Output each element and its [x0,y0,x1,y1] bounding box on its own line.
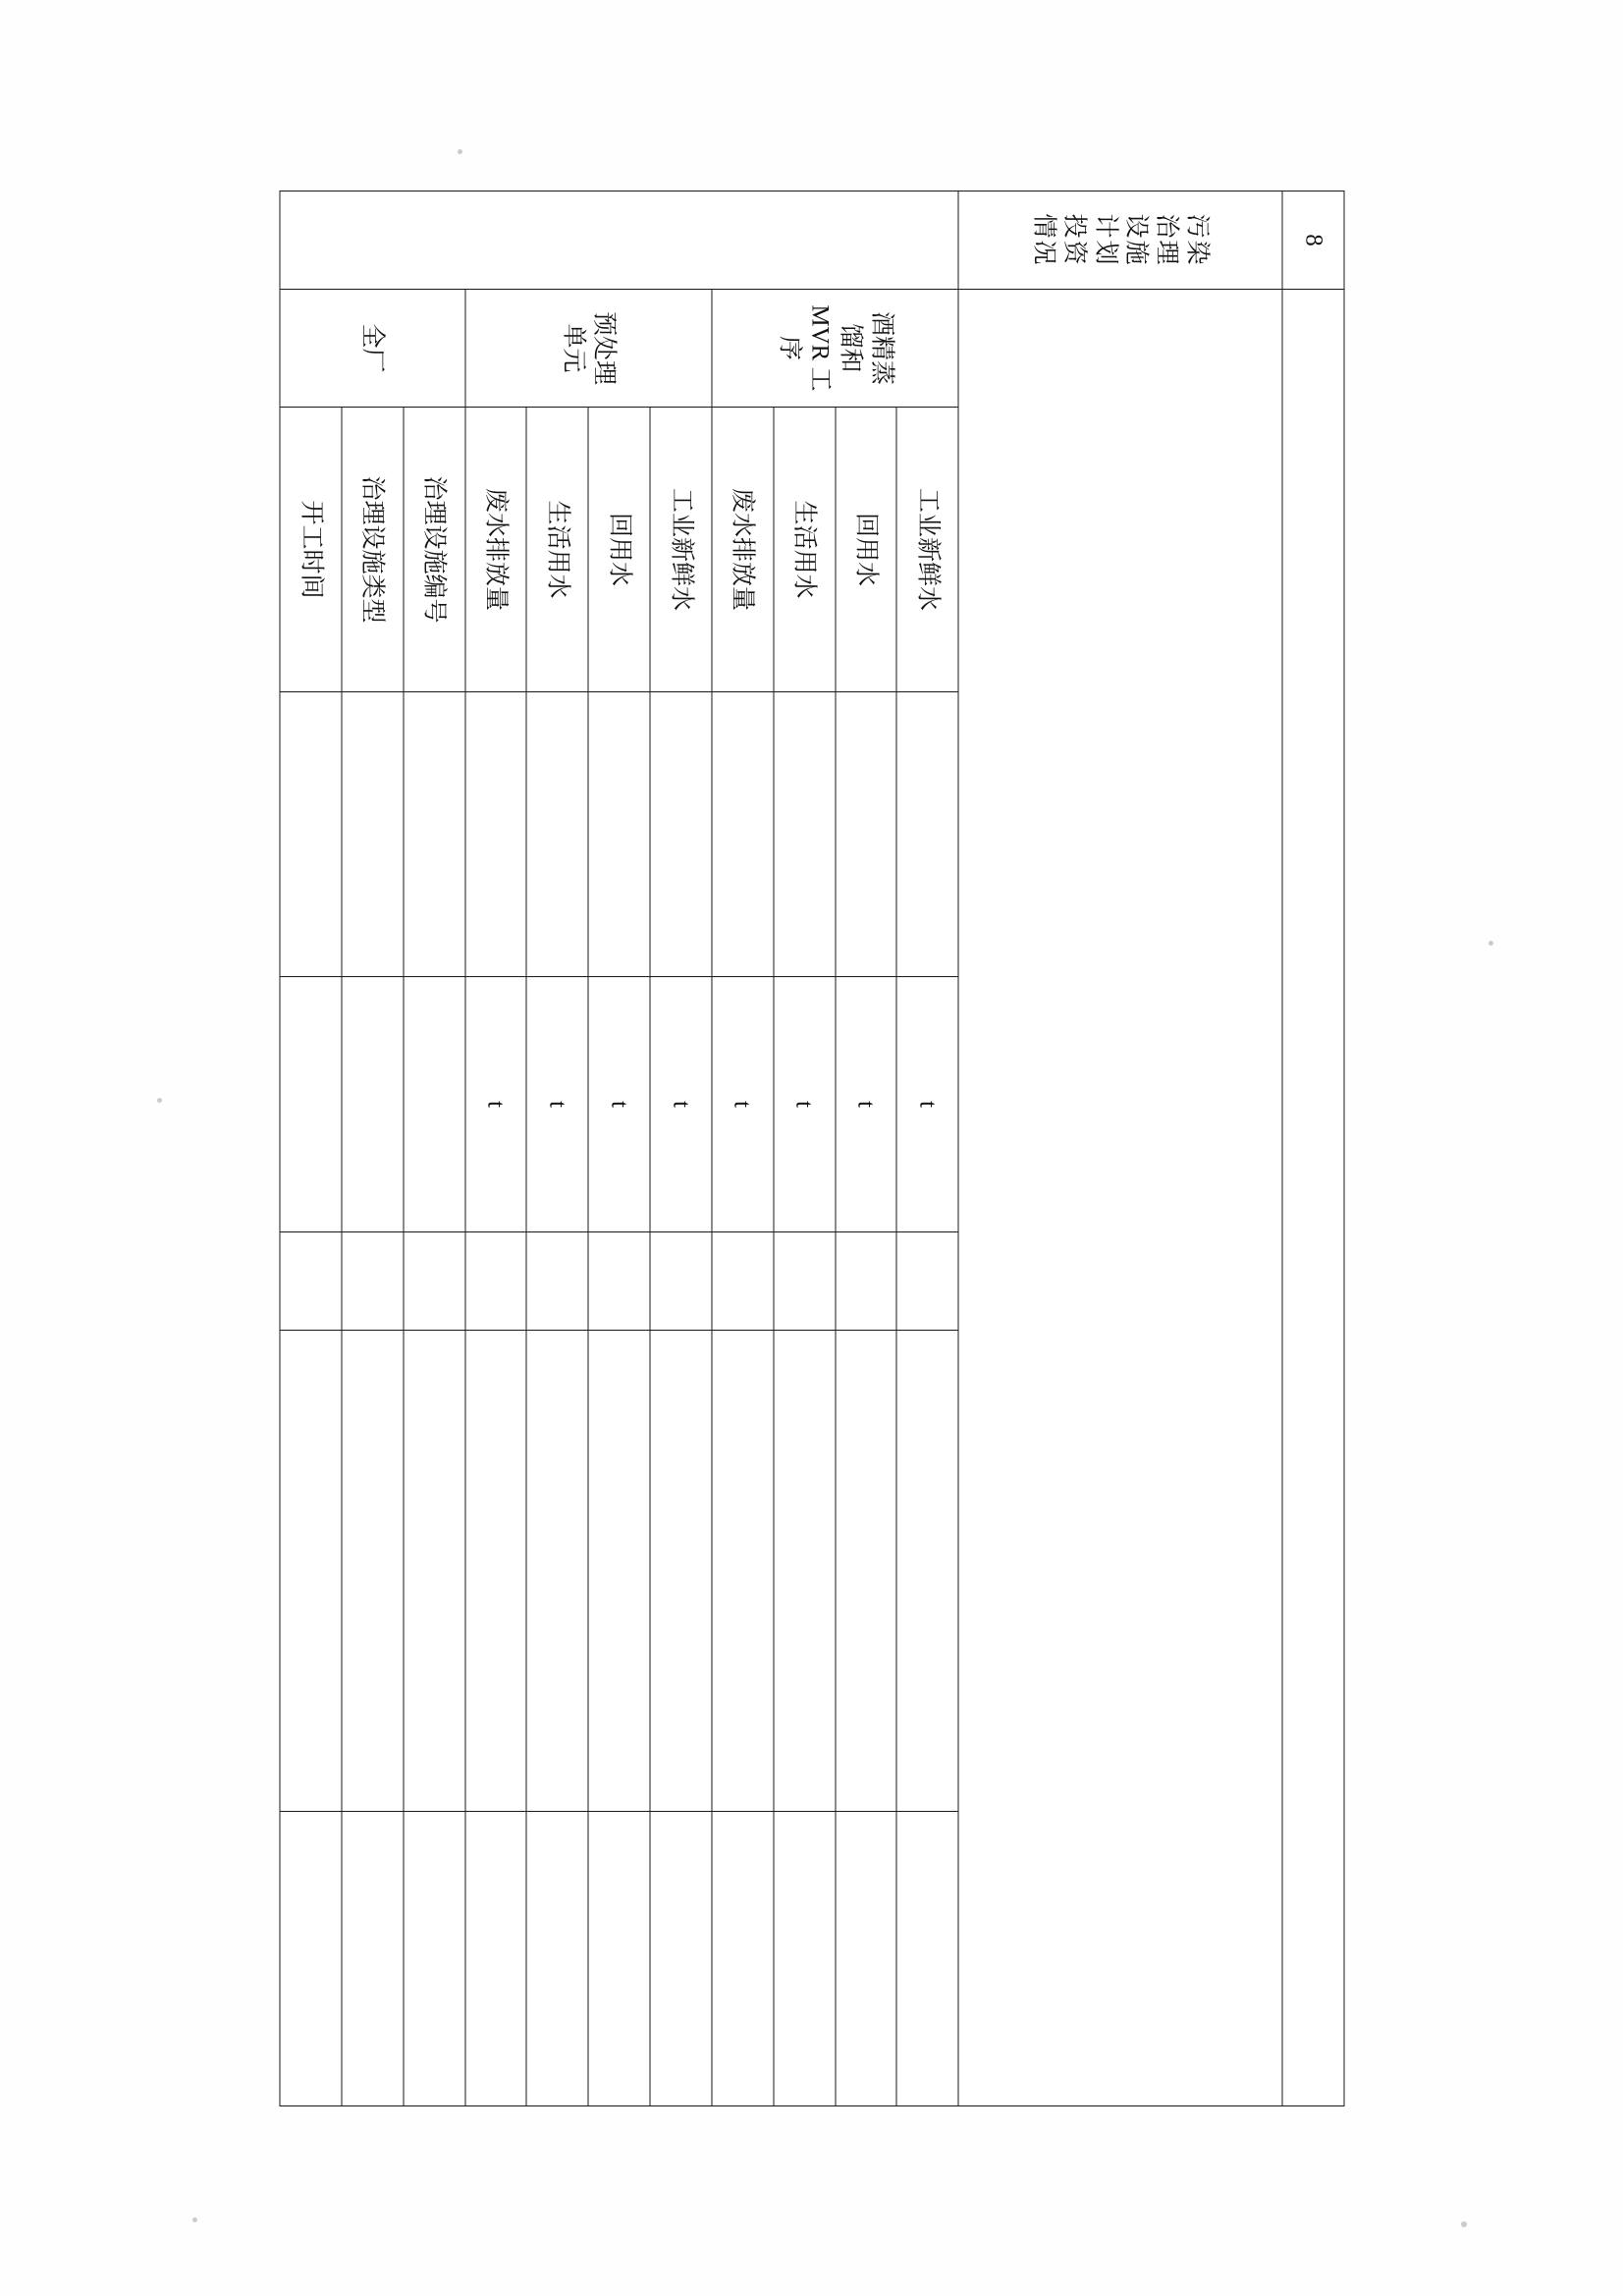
indicator-label: 回用水 [835,408,896,692]
indicator-note-blank [464,1331,526,1812]
scan-speck [1461,2221,1467,2227]
pollution-control-investment-table [279,191,1344,2106]
indicator-unit: t [588,977,650,1232]
indicator-value [588,692,650,977]
indicator-tail-blank [773,1812,835,2106]
indicator-tail-blank [403,1812,464,2106]
section-title-cell: 污染治理设施计划投资情况 [958,191,1282,290]
indicator-extra-blank [773,1232,835,1331]
indicator-label: 治理设施编号 [403,408,464,692]
indicator-tail-blank [650,1812,712,2106]
indicator-note-blank [711,1331,773,1812]
indicator-unit: t [835,977,896,1232]
indicator-note-blank [526,1331,588,1812]
indicator-unit: t [650,977,712,1232]
indicator-note-blank [280,1331,342,1812]
indicator-extra-blank [835,1232,896,1331]
indicator-tail-blank [835,1812,896,2106]
unit-label-whole-plant: 全厂 [280,290,465,408]
indicator-value [896,692,958,977]
indicator-tail-blank [711,1812,773,2106]
indicator-unit [341,977,403,1232]
group-left-blank-cell [280,191,958,290]
indicator-tail-blank [526,1812,588,2106]
indicator-note-blank [650,1331,712,1812]
indicator-note-blank [896,1331,958,1812]
indicator-note-blank [588,1331,650,1812]
indicator-label: 生活用水 [773,408,835,692]
indicator-extra-blank [588,1232,650,1331]
indicator-label: 工业新鲜水 [896,408,958,692]
unit-label-pretreatment: 预处理单元 [464,290,711,408]
indicator-extra-blank [341,1232,403,1331]
indicator-value [711,692,773,977]
indicator-note-blank [835,1331,896,1812]
indicator-extra-blank [650,1232,712,1331]
indicator-unit: t [896,977,958,1232]
indicator-label: 工业新鲜水 [650,408,712,692]
indicator-value [526,692,588,977]
indicator-label: 废水排放量 [711,408,773,692]
indicator-label: 回用水 [588,408,650,692]
indicator-value [403,692,464,977]
indicator-note-blank [403,1331,464,1812]
unit-label-alcohol: 酒精蒸馏和 MVR 工序 [711,290,957,408]
indicator-value [341,692,403,977]
indicator-label: 治理设施类型 [341,408,403,692]
indicator-value [464,692,526,977]
indicator-unit: t [711,977,773,1232]
indicator-extra-blank [464,1232,526,1331]
indicator-value [773,692,835,977]
indicator-unit [403,977,464,1232]
indicator-extra-blank [896,1232,958,1331]
indicator-tail-blank [896,1812,958,2106]
scan-speck [1488,941,1493,946]
indicator-extra-blank [526,1232,588,1331]
section-large-blank-cell [958,290,1282,2106]
indicator-note-blank [773,1331,835,1812]
row-number-cell: 8 [1282,191,1344,290]
scan-speck [192,2217,197,2222]
indicator-unit: t [464,977,526,1232]
indicator-value [280,692,342,977]
indicator-value [650,692,712,977]
scan-speck [157,1098,162,1103]
indicator-note-blank [341,1331,403,1812]
indicator-extra-blank [711,1232,773,1331]
indicator-extra-blank [403,1232,464,1331]
header-blank-cell [1282,290,1344,2106]
indicator-extra-blank [280,1232,342,1331]
indicator-unit [280,977,342,1232]
indicator-tail-blank [588,1812,650,2106]
indicator-unit: t [773,977,835,1232]
indicator-tail-blank [464,1812,526,2106]
indicator-label: 开工时间 [280,408,342,692]
indicator-tail-blank [341,1812,403,2106]
indicator-tail-blank [280,1812,342,2106]
indicator-label: 废水排放量 [464,408,526,692]
scan-speck [458,149,462,154]
indicator-label: 生活用水 [526,408,588,692]
form-table-container [279,191,1344,2105]
indicator-unit: t [526,977,588,1232]
indicator-value [835,692,896,977]
